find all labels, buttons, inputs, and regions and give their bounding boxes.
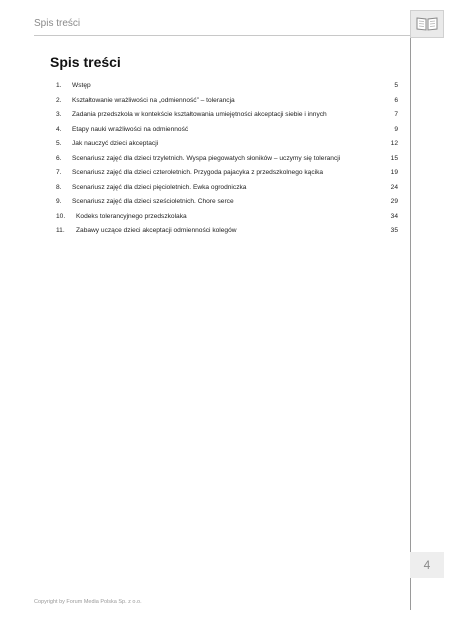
toc-entry-number: 3.: [56, 111, 62, 118]
toc-entry-number: 9.: [56, 198, 62, 205]
toc-entry-page: 15: [390, 154, 398, 162]
book-icon-box: [410, 10, 444, 38]
toc-entry-title: Wstęp: [72, 82, 91, 89]
toc-entry-title: Scenariusz zajęć dla dzieci pięcioletnich. Ewka ogrodniczka: [72, 183, 247, 191]
page-title: Spis treści: [50, 54, 121, 70]
toc-entry-page: 24: [390, 183, 398, 191]
toc-entry-page: 6: [394, 96, 398, 104]
toc-entry-page: 5: [394, 82, 398, 89]
toc-entry-title: Kształtowanie wrażliwości na „odmienność” – tolerancja: [72, 96, 235, 104]
toc-entry-page: 12: [390, 140, 398, 147]
toc-entry-number: 6.: [56, 154, 62, 162]
toc-entry[interactable]: [56, 198, 398, 213]
copyright-notice: Copyright by Forum Media Polska Sp. z o.o.: [34, 599, 142, 605]
running-header: Spis treści: [34, 18, 81, 29]
toc-entry[interactable]: [56, 97, 398, 112]
toc-entry-page: 7: [394, 111, 398, 118]
toc-entry[interactable]: [56, 184, 398, 199]
toc-entry-number: 8.: [56, 183, 62, 191]
header-divider: [34, 35, 411, 36]
toc-entry-page: 35: [390, 227, 398, 234]
page-number: 4: [423, 558, 431, 572]
toc-entry-title: Scenariusz zajęć dla dzieci czteroletnich. Przygoda pajacyka z przedszkolnego kącika: [72, 169, 324, 176]
toc-entry-number: 7.: [56, 169, 62, 176]
side-divider: [410, 10, 411, 610]
toc-entry-number: 1.: [56, 82, 62, 89]
toc-entry-title: Scenariusz zajęć dla dzieci trzyletnich. Wyspa piegowatych słoników – uczymy się tolerancji: [72, 154, 341, 162]
toc-entry[interactable]: [56, 111, 398, 126]
toc-entry-page: 9: [394, 125, 398, 133]
toc-entry-number: 4.: [56, 125, 62, 133]
toc-entry[interactable]: [56, 227, 398, 242]
toc-entry-title: Zadania przedszkola w kontekście kształtowania umiejętności akceptacji siebie i innych: [72, 111, 327, 118]
toc-entry-title: Scenariusz zajęć dla dzieci sześcioletnich. Chore serce: [72, 198, 234, 205]
toc-entry[interactable]: [56, 213, 398, 228]
toc-entry-number: 2.: [56, 96, 62, 104]
toc-entry[interactable]: [56, 169, 398, 184]
toc-entry-title: Zabawy uczące dzieci akceptacji odmienności kolegów: [76, 227, 237, 234]
table-of-contents: [56, 82, 398, 242]
toc-entry[interactable]: [56, 140, 398, 155]
toc-entry-number: 10.: [56, 212, 66, 220]
page-number-box: [410, 552, 444, 578]
toc-entry-number: 11.: [56, 227, 65, 234]
toc-entry-title: Jak nauczyć dzieci akceptacji: [72, 140, 159, 147]
open-book-icon: [415, 16, 439, 32]
toc-entry[interactable]: [56, 126, 398, 141]
toc-entry-page: 29: [390, 198, 398, 205]
toc-entry[interactable]: [56, 155, 398, 170]
toc-entry-number: 5.: [56, 140, 62, 147]
toc-entry[interactable]: [56, 82, 398, 97]
toc-entry-title: Etapy nauki wrażliwości na odmienność: [72, 125, 189, 133]
toc-entry-page: 19: [390, 169, 398, 176]
toc-entry-title: Kodeks tolerancyjnego przedszkolaka: [76, 212, 187, 220]
toc-entry-page: 34: [390, 212, 398, 220]
